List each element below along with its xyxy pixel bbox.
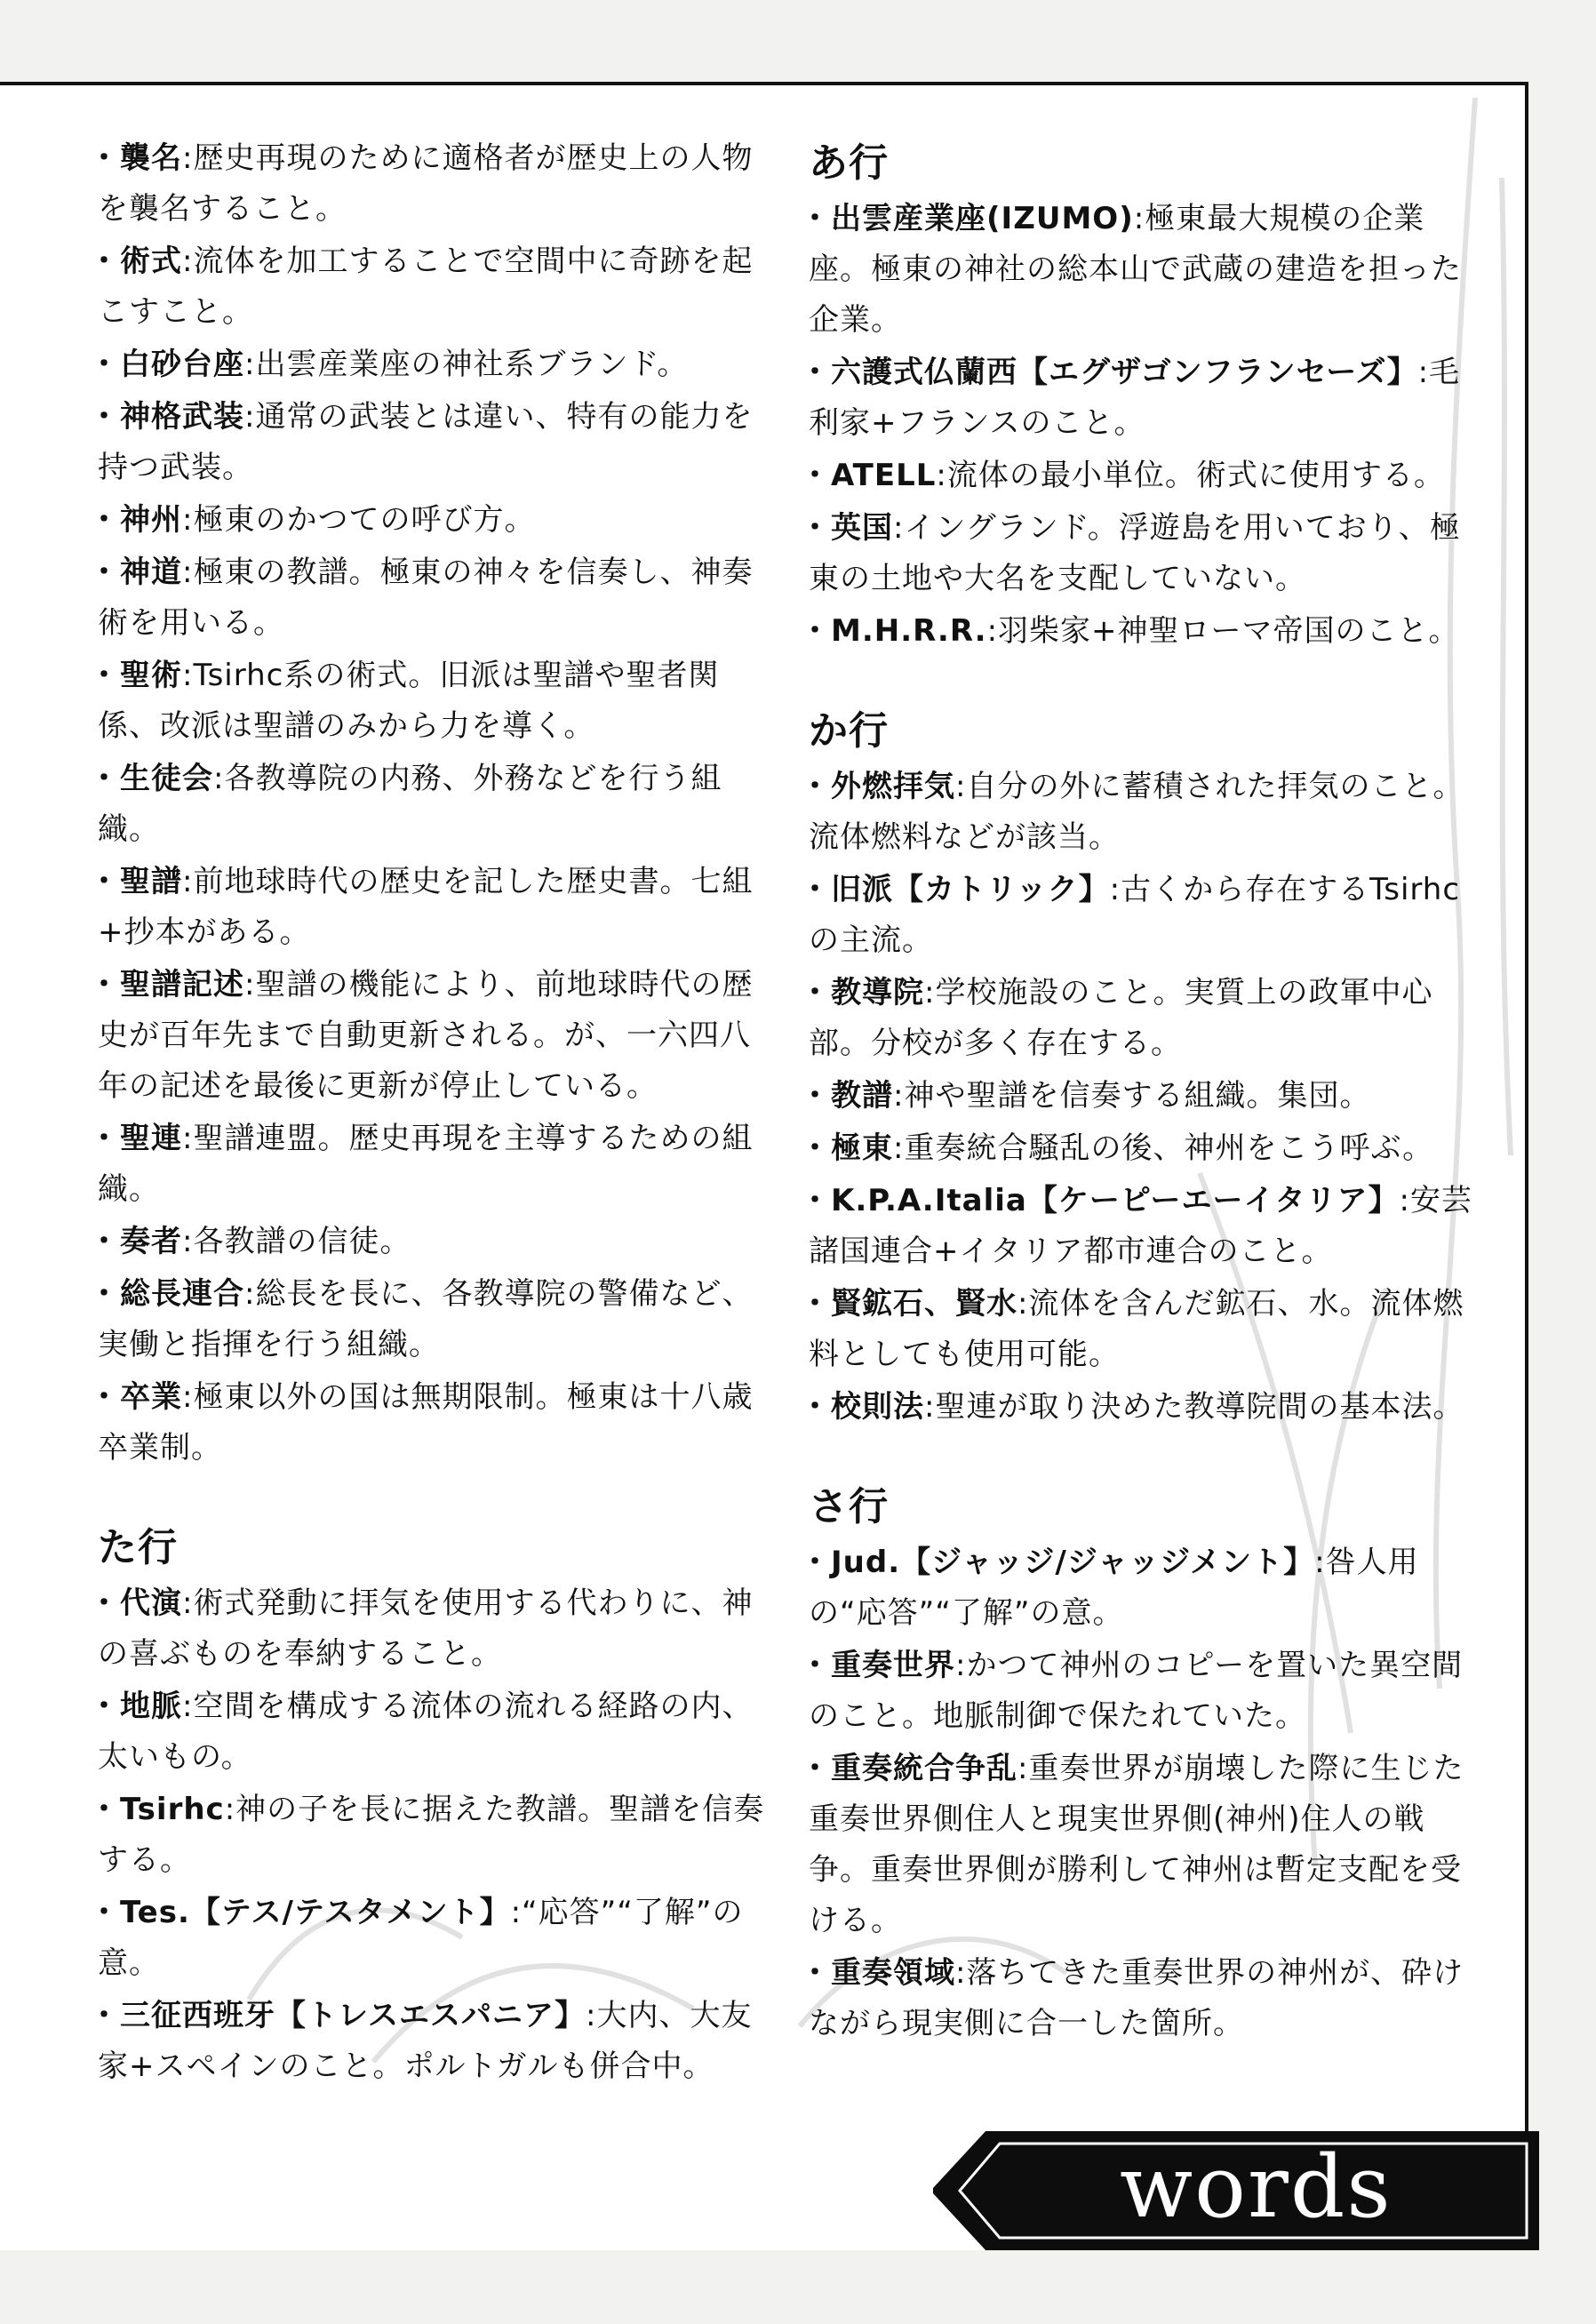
glossary-term: ・ ATELL bbox=[809, 458, 936, 493]
glossary-entry bbox=[98, 1991, 773, 2092]
glossary-entry bbox=[809, 1071, 1484, 1122]
glossary-definition: :極東の教譜。極東の神々を信奏し、神奏術を用いる。 bbox=[98, 555, 754, 641]
glossary-definition: :聖譜連盟。歴史再現を主導するための組織。 bbox=[98, 1121, 754, 1207]
glossary-term: ・ 教譜 bbox=[809, 1078, 893, 1114]
glossary-definition: :重奏統合騒乱の後、神州をこう呼ぶ。 bbox=[893, 1130, 1434, 1166]
glossary-definition: :歴史再現のために適格者が歴史上の人物を襲名すること。 bbox=[98, 140, 754, 227]
glossary-definition: :安芸諸国連合+イタリア都市連合のこと。 bbox=[809, 1183, 1472, 1269]
glossary-list-a bbox=[809, 194, 1484, 657]
glossary-list bbox=[98, 133, 773, 1473]
glossary-definition: :流体を含んだ鉱石、水。流体燃料としても使用可能。 bbox=[809, 1286, 1464, 1372]
glossary-list-sa bbox=[809, 1537, 1484, 2049]
glossary-entry bbox=[98, 1372, 773, 1473]
glossary-entry bbox=[98, 754, 773, 855]
glossary-definition: :通常の武装とは違い、特有の能力を持つ武装。 bbox=[98, 399, 754, 485]
section-heading-ka: か行 bbox=[809, 708, 889, 754]
glossary-definition: :イングランド。浮遊島を用いており、極東の土地や大名を支配していない。 bbox=[809, 510, 1461, 596]
glossary-definition: :総長を長に、各教導院の警備など、実働と指揮を行う組織。 bbox=[98, 1276, 754, 1362]
glossary-list-ta bbox=[98, 1578, 773, 2092]
glossary-entry bbox=[809, 194, 1484, 346]
glossary-term: ・ M.H.R.R. bbox=[809, 613, 987, 649]
glossary-term: ・ 賢鉱石、賢水 bbox=[809, 1286, 1017, 1322]
glossary-term: ・ 神道 bbox=[98, 555, 182, 590]
glossary-entry bbox=[98, 392, 773, 493]
glossary-list-ka bbox=[809, 762, 1484, 1433]
glossary-definition: :聖譜の機能により、前地球時代の歴史が百年先まで自動更新される。が、一六四八年の記述を最後に更新が停止している。 bbox=[98, 967, 754, 1104]
glossary-term: ・ 聖術 bbox=[98, 658, 182, 693]
glossary-term: ・ 出雲産業座(IZUMO) bbox=[809, 201, 1134, 236]
section-heading-a: あ行 bbox=[809, 140, 889, 186]
glossary-entry bbox=[98, 1217, 773, 1267]
glossary-entry bbox=[809, 865, 1484, 966]
glossary-term: ・ 三征西班牙【トレスエスパニア】 bbox=[98, 1998, 586, 2033]
glossary-entry bbox=[809, 606, 1484, 657]
glossary-definition: :出雲産業座の神社系ブランド。 bbox=[244, 347, 689, 382]
glossary-term: ・ 術式 bbox=[98, 244, 182, 279]
glossary-entry bbox=[98, 651, 773, 752]
glossary-definition: :古くから存在するTsirhcの主流。 bbox=[809, 872, 1461, 958]
glossary-entry bbox=[98, 1578, 773, 1680]
glossary-term: ・ 六護式仏蘭西【エグザゴンフランセーズ】 bbox=[809, 355, 1418, 390]
glossary-term: ・ 白砂台座 bbox=[98, 347, 244, 382]
glossary-definition: :自分の外に蓄積された拝気のこと。流体燃料などが該当。 bbox=[809, 769, 1464, 855]
glossary-entry bbox=[98, 1888, 773, 1989]
section-heading-ta: た行 bbox=[98, 1525, 178, 1570]
glossary-entry bbox=[809, 1123, 1484, 1174]
glossary-definition: :極東のかつての呼び方。 bbox=[182, 502, 536, 538]
glossary-term: ・ Tes.【テス/テスタメント】 bbox=[98, 1895, 511, 1930]
glossary-definition: :流体の最小単位。術式に使用する。 bbox=[936, 458, 1445, 493]
glossary-entry bbox=[98, 495, 773, 546]
glossary-term: ・ 地脈 bbox=[98, 1689, 182, 1724]
glossary-entry bbox=[809, 1279, 1484, 1380]
glossary-definition: :極東最大規模の企業座。極東の神社の総本山で武蔵の建造を担った企業。 bbox=[809, 201, 1462, 338]
glossary-definition: :各教導院の内務、外務などを行う組織。 bbox=[98, 761, 722, 847]
glossary-entry bbox=[98, 960, 773, 1112]
glossary-term: ・ 極東 bbox=[809, 1130, 893, 1166]
glossary-entry bbox=[98, 236, 773, 338]
glossary-definition: :神や聖譜を信奏する組織。集団。 bbox=[893, 1078, 1371, 1114]
glossary-term: ・ 襲名 bbox=[98, 140, 182, 176]
glossary-entry bbox=[98, 1114, 773, 1215]
glossary-entry bbox=[809, 1641, 1484, 1742]
glossary-definition: :学校施設のこと。実質上の政軍中心部。分校が多く存在する。 bbox=[809, 975, 1433, 1061]
glossary-entry bbox=[809, 1948, 1484, 2049]
glossary-definition: :落ちてきた重奏世界の神州が、砕けながら現実側に合一した箇所。 bbox=[809, 1955, 1464, 2041]
glossary-entry bbox=[809, 1744, 1484, 1946]
glossary-entry bbox=[809, 503, 1484, 604]
glossary-entry bbox=[809, 1537, 1484, 1639]
glossary-term: ・ 旧派【カトリック】 bbox=[809, 872, 1110, 907]
glossary-term: ・ 聖譜記述 bbox=[98, 967, 244, 1002]
glossary-entry bbox=[98, 857, 773, 958]
glossary-term: ・ 神格武装 bbox=[98, 399, 244, 435]
glossary-term: ・ Tsirhc bbox=[98, 1792, 225, 1827]
glossary-entry bbox=[98, 547, 773, 649]
right-column bbox=[809, 133, 1484, 2051]
glossary-definition: :羽柴家+神聖ローマ帝国のこと。 bbox=[986, 613, 1460, 649]
glossary-definition: :重奏世界が崩壊した際に生じた重奏世界側住人と現実世界側(神州)住人の戦争。重奏世界側が勝利して神州は暫定支配を受ける。 bbox=[809, 1751, 1464, 1938]
glossary-term: ・ 教導院 bbox=[809, 975, 924, 1010]
glossary-term: ・ 重奏統合争乱 bbox=[809, 1751, 1017, 1786]
glossary-term: ・ 神州 bbox=[98, 502, 182, 538]
glossary-definition: :流体を加工することで空間中に奇跡を起こすこと。 bbox=[98, 244, 754, 330]
glossary-entry bbox=[809, 347, 1484, 449]
glossary-term: ・ 奏者 bbox=[98, 1224, 182, 1259]
glossary-definition: :かつて神州のコピーを置いた異空間のこと。地脈制御で保たれていた。 bbox=[809, 1648, 1464, 1734]
glossary-term: ・ 英国 bbox=[809, 510, 893, 546]
glossary-definition: :前地球時代の歴史を記した歴史書。七組+抄本がある。 bbox=[98, 864, 754, 950]
glossary-entry bbox=[98, 339, 773, 390]
glossary-definition: :極東以外の国は無期限制。極東は十八歳卒業制。 bbox=[98, 1379, 754, 1465]
glossary-entry bbox=[809, 451, 1484, 501]
glossary-term: ・ Jud.【ジャッジ/ジャッジメント】 bbox=[809, 1545, 1314, 1580]
glossary-entry bbox=[809, 1176, 1484, 1277]
glossary-entry bbox=[809, 762, 1484, 863]
glossary-entry bbox=[98, 1269, 773, 1370]
glossary-term: ・ K.P.A.Italia【ケーピーエーイタリア】 bbox=[809, 1183, 1399, 1218]
glossary-term: ・ 生徒会 bbox=[98, 761, 213, 796]
glossary-definition: :神の子を長に据えた教譜。聖譜を信奏する。 bbox=[98, 1792, 765, 1878]
glossary-definition: :聖連が取り決めた教導院間の基本法。 bbox=[924, 1389, 1464, 1425]
glossary-definition: :“応答”“了解”の意。 bbox=[98, 1895, 744, 1981]
glossary-definition: :術式発動に拝気を使用する代わりに、神の喜ぶものを奉納すること。 bbox=[98, 1585, 754, 1672]
section-heading-sa: さ行 bbox=[809, 1484, 889, 1529]
footer-words-label: words bbox=[1120, 2137, 1393, 2237]
glossary-definition: :毛利家+フランスのこと。 bbox=[809, 355, 1461, 441]
glossary-term: ・ 総長連合 bbox=[98, 1276, 244, 1312]
glossary-term: ・ 卒業 bbox=[98, 1379, 182, 1415]
glossary-definition: :各教譜の信徒。 bbox=[182, 1224, 411, 1259]
left-column bbox=[98, 133, 773, 2094]
glossary-entry bbox=[809, 1382, 1484, 1433]
glossary-term: ・ 聖連 bbox=[98, 1121, 182, 1156]
glossary-term: ・ 重奏世界 bbox=[809, 1648, 955, 1683]
glossary-entry bbox=[809, 968, 1484, 1069]
glossary-definition: :大内、大友家+スペインのこと。ポルトガルも併合中。 bbox=[98, 1998, 753, 2084]
glossary-definition: :Tsirhc系の術式。旧派は聖譜や聖者関係、改派は聖譜のみから力を導く。 bbox=[98, 658, 720, 744]
glossary-entry bbox=[98, 133, 773, 235]
glossary-term: ・ 重奏領域 bbox=[809, 1955, 955, 1991]
glossary-term: ・ 聖譜 bbox=[98, 864, 182, 899]
glossary-entry bbox=[98, 1681, 773, 1783]
glossary-definition: :咎人用の“応答”“了解”の意。 bbox=[809, 1545, 1419, 1631]
glossary-term: ・ 校則法 bbox=[809, 1389, 924, 1425]
glossary-term: ・ 外燃拝気 bbox=[809, 769, 955, 804]
glossary-term: ・ 代演 bbox=[98, 1585, 182, 1621]
glossary-entry bbox=[98, 1785, 773, 1886]
glossary-definition: :空間を構成する流体の流れる経路の内、太いもの。 bbox=[98, 1689, 754, 1775]
